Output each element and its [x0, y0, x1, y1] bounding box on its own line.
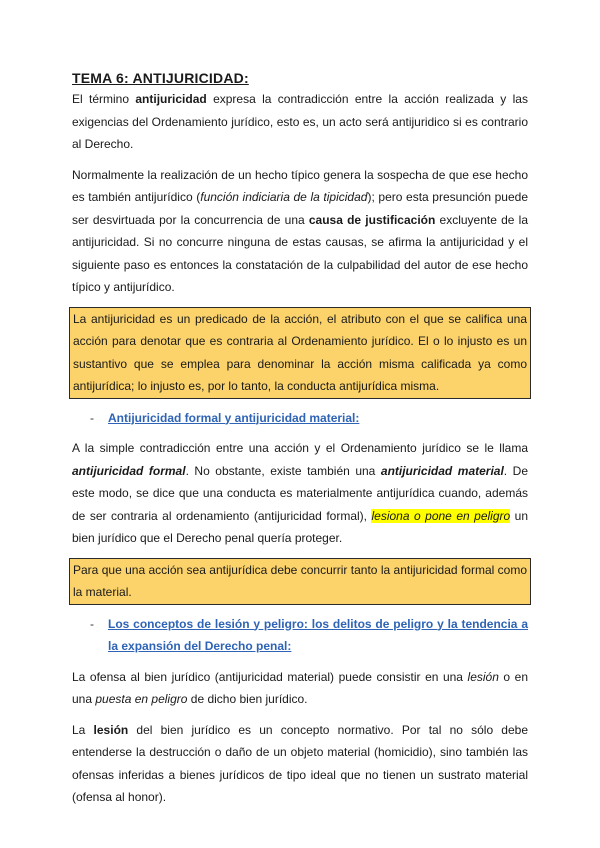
term-antijuricidad-material: antijuricidad material — [380, 463, 504, 478]
term-funcion-indiciaria: función indiciaria de la tipicidad — [200, 190, 368, 204]
section-heading-formal-material — [72, 407, 528, 430]
highlighted-phrase: lesiona o pone en peligro — [371, 508, 511, 523]
term-puesta-en-peligro: puesta en peligro — [95, 692, 188, 706]
paragraph-lesion: La lesión del bien jurídico es un concepto normativo. Por tal no sólo debe entenderse la destrucción o daño de un objeto material (homicidio), sino también las ofensas inferidas a bienes jurídicos de tipo ideal que no tienen un sustrato material (ofensa al honor). — [72, 722, 529, 804]
highlight-box-summary — [69, 558, 531, 605]
page-title: TEMA 6: ANTIJURICIDAD: — [72, 70, 249, 86]
term-lesion-bold: lesión — [93, 722, 129, 737]
paragraph-tipicidad: Normalmente la realización de un hecho típico genera la sospecha de que ese hecho es también antijurídico (función indiciaria de la tipicidad); pero esta presunción puede ser desvirtuada por la concurrencia de una causa de justificación excluyente de la antijuricidad. Si no concurre ninguna de estas causas, se afirma la antijuricidad y el siguiente paso es entonces la constatación de la culpabilidad del autor de ese hecho típico y antijurídico. — [72, 167, 528, 294]
term-causa-justificacion: causa de justificación — [308, 212, 436, 227]
document-page — [72, 70, 528, 817]
paragraph-ofensa: La ofensa al bien jurídico (antijuricidad material) puede consistir en una lesión o en una puesta en peligro de dicho bien jurídico. — [72, 669, 528, 706]
term-lesion: lesión — [467, 669, 499, 684]
bullet-dash: - — [90, 410, 94, 425]
paragraph-formal-material: A la simple contradicción entre una acción y el Ordenamiento jurídico se le llama antijuricidad formal. No obstante, existe también una antijuricidad material. De este modo, se dice que una conducta es materialmente antijurídica cuando, además de ser contraria al ordenamiento (antijuricidad formal), lesiona o pone en peligro un bien jurídico que el Derecho penal quería proteger. — [72, 441, 529, 545]
section-heading-lesion-peligro — [72, 613, 528, 658]
paragraph-intro: El término antijuricidad expresa la contradicción entre la acción realizada y las exigencias del Ordenamiento jurídico, esto es, un acto será antijuridico si es contrario al Derecho. — [72, 92, 528, 151]
term-antijuricidad: antijuricidad — [135, 92, 207, 106]
highlight-box-text: La antijuricidad es un predicado de la acción, el atributo con el que se califica una acción para denotar que es contraria al Ordenamiento jurídico. El o lo injusto es un sustantivo que se emplea para denominar la acción misma calificada ya como antijurídica; lo injusto es, por lo tanto, la conducta antijurídica misma. — [73, 311, 527, 393]
section-heading-link[interactable]: Antijuricidad formal y antijuricidad material: — [108, 410, 360, 425]
highlight-box-text: Para que una acción sea antijurídica debe concurrir tanto la antijuricidad formal como la material. — [73, 562, 527, 599]
section-heading-link[interactable]: Los conceptos de lesión y peligro: los delitos de peligro y la tendencia a la expansión del Derecho penal: — [108, 616, 528, 653]
term-antijuricidad-formal: antijuricidad formal — [72, 463, 186, 478]
highlight-box-definition — [69, 307, 531, 399]
bullet-dash: - — [90, 616, 94, 631]
